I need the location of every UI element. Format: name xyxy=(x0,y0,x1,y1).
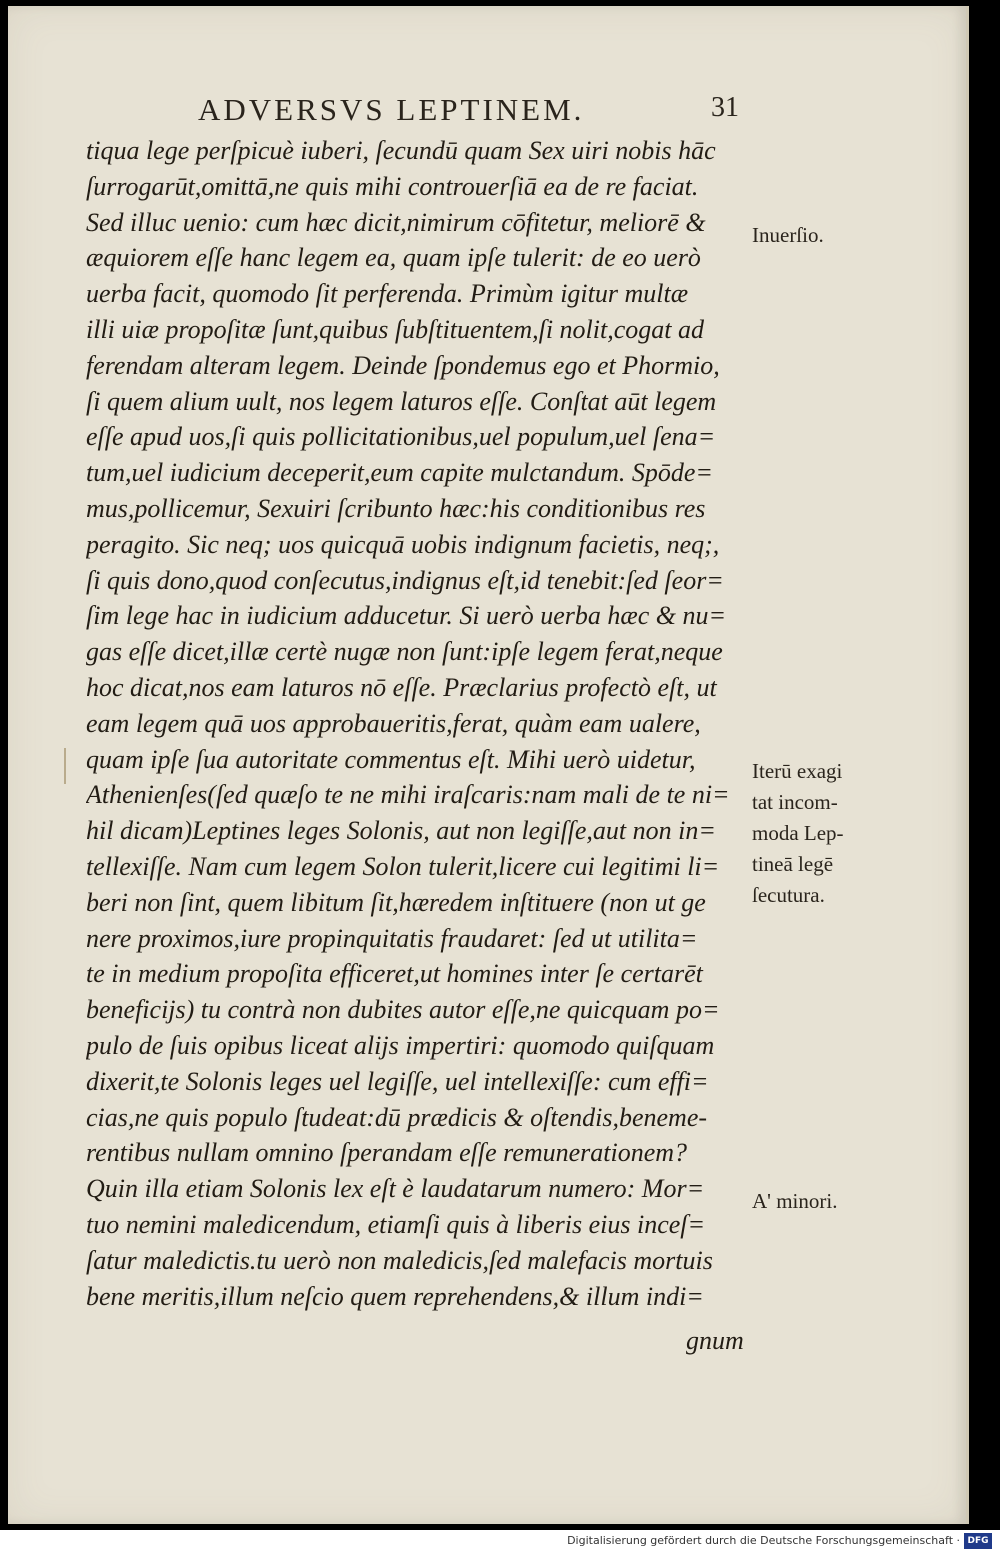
text-line: nere proximos,iure propinquitatis fraudaret: ſed ut utilita= xyxy=(86,923,698,953)
text-line: beri non ſint, quem libitum ſit,hæredem inſtituere (non ut ge xyxy=(86,887,706,917)
text-line: illi uiæ propoſitæ ſunt,quibus ſubſtituentem,ſi nolit,cogat ad xyxy=(86,314,704,344)
text-line: pulo de ſuis opibus liceat alijs impertiri: quomodo quiſquam xyxy=(86,1030,715,1060)
text-line: peragito. Sic neq; uos quicquā uobis indignum facietis, neq;, xyxy=(86,529,720,559)
text-line: ſim lege hac in iudicium adducetur. Si uerò uerba hæc & nu= xyxy=(86,601,727,631)
text-line: tuo nemini maledicendum, etiamſi quis à liberis eius inceſ= xyxy=(86,1209,706,1239)
text-line: ferendam alteram legem. Deinde ſpondemus ego et Phormio, xyxy=(86,350,720,380)
text-line: tellexiſſe. Nam cum legem Solon tulerit,licere cui legitimi li= xyxy=(86,851,720,881)
running-head: ADVERSVS LEPTINEM. xyxy=(198,92,585,127)
margin-mark xyxy=(64,748,66,784)
text-line: hoc dicat,nos eam laturos nō eſſe. Præclarius profectò eſt, ut xyxy=(86,672,717,702)
page-content xyxy=(8,6,966,1524)
text-line: rentibus nullam omnino ſperandam eſſe remunerationem? xyxy=(86,1138,688,1168)
text-line: æquiorem eſſe hanc legem ea, quam ipſe tulerit: de eo uerò xyxy=(86,243,701,273)
text-line: te in medium propoſita efficeret,ut homines inter ſe certarēt xyxy=(86,959,703,989)
text-line: Sed illuc uenio: cum hæc dicit,nimirum cōfitetur, meliorē & xyxy=(86,207,706,237)
text-line: cias,ne quis populo ſtudeat:dū prædicis & oſtendis,beneme- xyxy=(86,1102,708,1132)
funding-credit: Digitalisierung gefördert durch die Deutsche Forschungsgemeinschaft · xyxy=(567,1534,960,1547)
marginal-note xyxy=(752,756,892,911)
text-line: uerba facit, quomodo ſit perferenda. Primùm igitur multæ xyxy=(86,279,689,309)
text-line: ſi quem alium uult, nos legem laturos eſſe. Conſtat aūt legem xyxy=(86,386,717,416)
page-number: 31 xyxy=(711,92,739,123)
footer-bar xyxy=(0,1530,1000,1554)
text-line: Quin illa etiam Solonis lex eſt è laudatarum numero: Mor= xyxy=(86,1174,705,1204)
marginal-note-line: tat incom- xyxy=(752,790,838,814)
text-line: quam ipſe ſua autoritate commentus eſt. Mihi uerò uidetur, xyxy=(86,744,696,774)
marginal-note-line: Iterū exagi xyxy=(752,759,843,783)
text-line: beneficijs) tu contrà non dubites autor eſſe,ne quicquam po= xyxy=(86,995,720,1025)
text-line: ſurrogarūt,omittā,ne quis mihi controuerſiā ea de re faciat. xyxy=(86,171,699,201)
marginal-note-line: tineā legē xyxy=(752,852,834,876)
dfg-logo: DFG xyxy=(964,1533,992,1549)
text-line: tum,uel iudicium deceperit,eum capite mulctandum. Spōde= xyxy=(86,458,713,488)
marginal-note-line: A' minori. xyxy=(752,1189,838,1213)
text-line: eam legem quā uos approbaueritis,ferat, quàm eam ualere, xyxy=(86,708,701,738)
text-line: bene meritis,illum neſcio quem reprehendens,& illum indi= xyxy=(86,1281,704,1311)
text-line: ſi quis dono,quod conſecutus,indignus eſt,id tenebit:ſed ſeor= xyxy=(86,565,724,595)
marginal-note-line: ſecutura. xyxy=(752,883,825,907)
marginal-note-line: moda Lep- xyxy=(752,821,844,845)
text-line: ſatur maledictis.tu uerò non maledicis,ſed malefacis mortuis xyxy=(86,1245,713,1275)
text-line: Athenienſes(ſed quæſo te ne mihi iraſcaris:nam mali de te ni= xyxy=(86,780,730,810)
catchword: gnum xyxy=(686,1326,744,1355)
text-line: tiqua lege perſpicuè iuberi, ſecundū quam Sex uiri nobis hāc xyxy=(86,136,716,165)
text-line: eſſe apud uos,ſi quis pollicitationibus,uel populum,uel ſena= xyxy=(86,422,716,452)
book-page xyxy=(8,6,969,1524)
marginal-note xyxy=(752,220,892,251)
text-line: dixerit,te Solonis leges uel legiſſe, uel intellexiſſe: cum effi= xyxy=(86,1066,709,1096)
marginal-note-line: Inuerſio. xyxy=(752,223,824,247)
body-text xyxy=(86,133,751,1314)
text-line: gas eſſe dicet,illæ certè nugæ non ſunt:ipſe legem ferat,neque xyxy=(86,637,723,667)
marginal-note xyxy=(752,1186,892,1217)
text-line: hil dicam)Leptines leges Solonis, aut non legiſſe,aut non in= xyxy=(86,816,716,846)
text-line: mus,pollicemur, Sexuiri ſcribunto hæc:his conditionibus res xyxy=(86,493,706,523)
